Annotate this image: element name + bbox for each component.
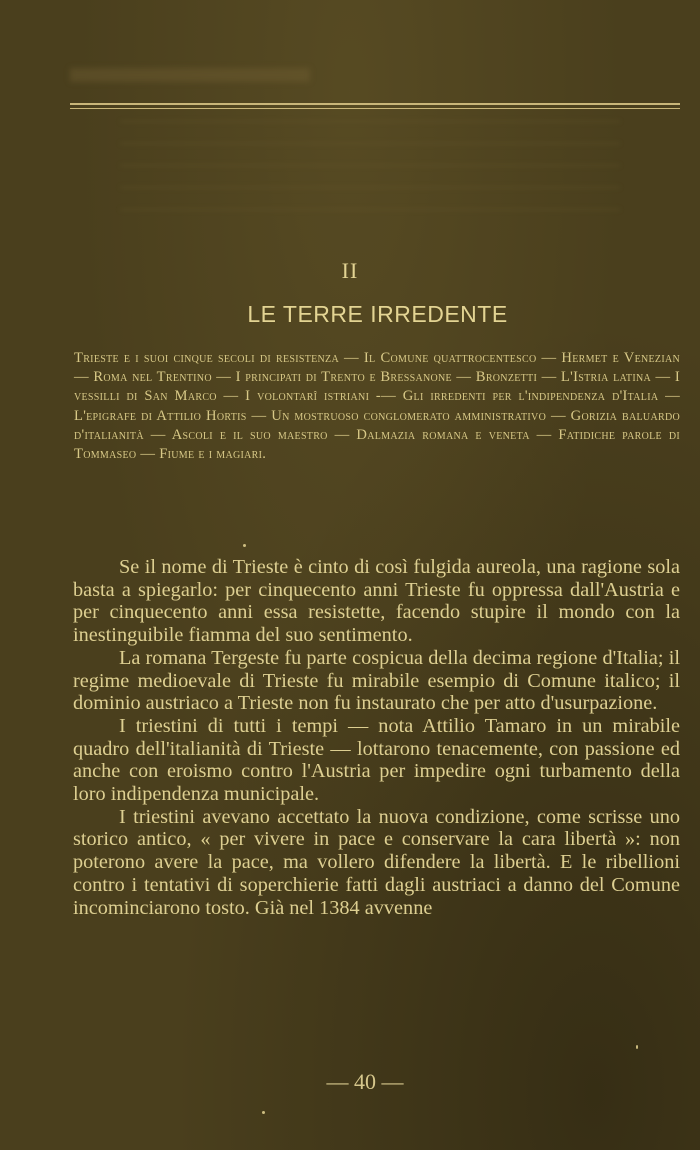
chapter-summary: Trieste e i suoi cinque secoli di resistenza — Il Comune quattrocentesco — Hermet e Venezian — Roma nel Trentino — I principati di Trento e Bressanone — Bronzetti — L'Istria latina — I vessilli di San Marco — I volontarî istriani -— Gli irredenti per l'indipendenza d'Italia — L'epigrafe di Attilio Hortis — Un mostruoso conglomerato amministrativo — Gorizia baluardo d'italianità — Ascoli e il suo maestro — Dalmazia romana e veneta — Fatidiche parole di Tommaseo — Fiume e i magiari. xyxy=(74,350,680,463)
paragraph: Se il nome di Trieste è cinto di così fulgida aureola, una ragione sola basta a spiegarlo: per cinquecento anni Trieste fu oppressa dall'Austria e per cinquecento anni essa resistette, facendo stupire il mondo con la inestinguibile fiamma del suo sentimento. xyxy=(73,556,680,647)
show-through-running-head xyxy=(70,68,310,82)
paper-speck xyxy=(636,1045,638,1049)
show-through-text xyxy=(120,120,620,230)
paragraph: I triestini di tutti i tempi — nota Attilio Tamaro in un mirabile quadro dell'italianità di Trieste — lottarono tenacemente, con passione ed anche con eroismo contro l'Austria per impedire ogni turbamento della loro indipendenza municipale. xyxy=(73,714,680,806)
page-number: — 40 — xyxy=(326,1069,404,1094)
paper-speck xyxy=(262,1111,265,1114)
body-text xyxy=(73,556,680,919)
paragraph: La romana Tergeste fu parte cospicua della decima regione d'Italia; il regime medioevale di Trieste fu mirabile esempio di Comune italico; il dominio austriaco a Trieste non fu instaurato che per atto d'usurpazione. xyxy=(73,646,680,715)
chapter-number: II xyxy=(341,258,359,283)
paragraph: I triestini avevano accettato la nuova condizione, come scrisse uno storico antico, « per vivere in pace e conservare la cara libertà »: non poterono avere la pace, ma vollero difendere la libertà. E le ribellioni contro i tentativi di soperchierie fatti dagli austriaci a danno del Comune incominciarono tosto. Già nel 1384 avvenne xyxy=(73,805,680,919)
paper-speck xyxy=(243,544,246,547)
header-rule-thin xyxy=(70,108,680,109)
header-rule-thick xyxy=(70,103,680,105)
chapter-title: LE TERRE IRREDENTE xyxy=(247,301,508,327)
